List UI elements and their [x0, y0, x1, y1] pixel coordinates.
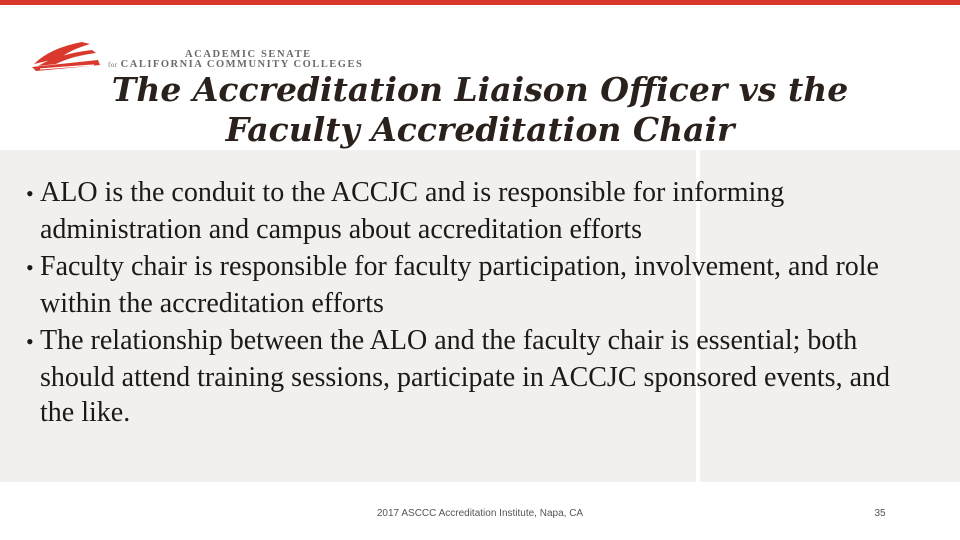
logo-for-word: for [108, 61, 118, 69]
bullet-text: Faculty chair is responsible for faculty participation, involvement, and role within the accreditation efforts [40, 251, 879, 319]
academic-senate-logo [30, 38, 390, 74]
slide-title-line2: Faculty Accreditation Chair [225, 110, 735, 149]
bullet-text: ALO is the conduit to the ACCJC and is responsible for informing administration and campus about accreditation efforts [40, 177, 785, 245]
logo-title-line2 [108, 59, 363, 70]
page-number: 35 [874, 508, 886, 519]
bullet-list [26, 175, 906, 433]
bullet-dot-icon: • [26, 329, 34, 354]
logo-title-line1: ACADEMIC SENATE [185, 49, 312, 60]
slide-title-line1: The Accreditation Liaison Officer vs the [111, 70, 849, 109]
bullet-item [26, 323, 906, 431]
bullet-item [26, 249, 906, 321]
bullet-text: The relationship between the ALO and the faculty chair is essential; both should attend training sessions, participate in ACCJC sponsored events, and the like. [40, 325, 891, 428]
logo-org-name: CALIFORNIA COMMUNITY COLLEGES [120, 59, 364, 70]
bullet-dot-icon: • [26, 181, 34, 206]
slide-title [40, 70, 920, 150]
bullet-item [26, 175, 906, 247]
top-accent-bar [0, 0, 960, 5]
footer-text: 2017 ASCCC Accreditation Institute, Napa, CA [376, 508, 584, 519]
bullet-dot-icon: • [26, 255, 34, 280]
academic-senate-wing-logo-icon [30, 38, 102, 72]
